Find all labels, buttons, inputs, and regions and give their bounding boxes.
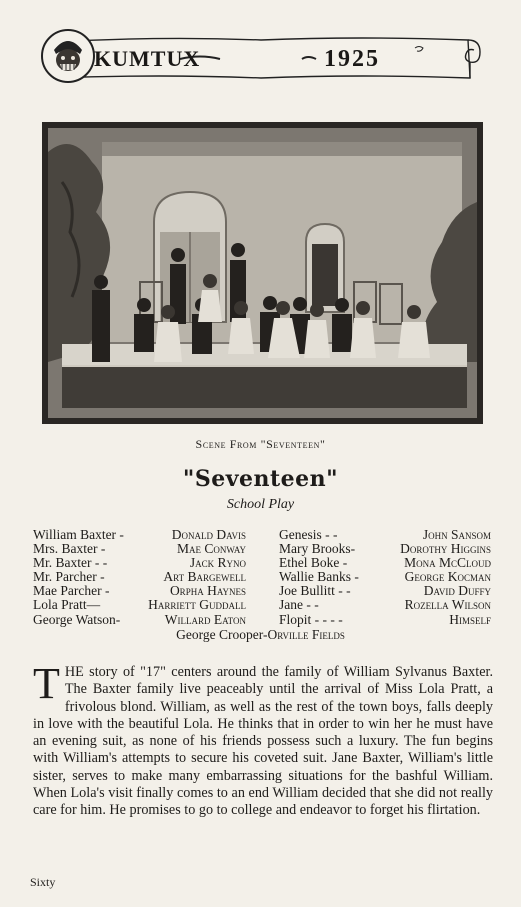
header-banner: [40, 28, 482, 88]
cast-entry-centered: [0, 627, 521, 643]
actor-name: Willard Eaton: [164, 611, 246, 627]
actor-name: Donald Davis: [171, 527, 246, 542]
emblem-icon: [40, 28, 96, 84]
actor-name: Mona McCloud: [404, 555, 491, 571]
cast-entry: [279, 542, 491, 556]
cast-entry: [279, 528, 491, 542]
role-name: William Baxter -: [33, 527, 124, 542]
cast-entry: [279, 570, 491, 584]
actor-name: Rozella Wilson: [404, 597, 491, 613]
cast-entry: [33, 570, 246, 584]
cast-entry: [33, 613, 246, 627]
actor-name: David Duffy: [423, 583, 491, 599]
role-name: Wallie Banks -: [279, 569, 359, 585]
actor-name: Jack Ryno: [189, 555, 246, 571]
cast-entry: [279, 556, 491, 570]
page-number: Sixty: [30, 875, 56, 889]
role-name: Jane - -: [279, 597, 319, 613]
cast-entry: [33, 584, 246, 598]
role-name: Mrs. Baxter -: [33, 541, 106, 557]
banner-year: 1925: [324, 46, 380, 72]
play-title: "Seventeen": [182, 466, 339, 492]
story-text: HE story of "17" centers around the family of William Sylvanus Baxter. The Baxter family live peaceably until the arrival of Miss Lola Pratt, a frivolous blond. William, as well as the rest of the town boys, falls deeply in love with the beautiful Lola. He thinks that in order to win her he must have an evening suit, as none of his friends possess such a luxury. The fun begins with William's attempts to secure his coveted suit. Jane Baxter, William's little sister, serves to make many embarrassing situations for the bashful William. When Lola's visit finally comes to an end William decided that she did not really care for him. He promises to go to college and endeavor to forget his flirtation.: [33, 664, 493, 819]
cast-entry: [33, 542, 246, 556]
actor-name: John Sansom: [422, 527, 491, 542]
actor-name: Mae Conway: [176, 541, 246, 557]
role-name: Mae Parcher -: [33, 583, 110, 599]
role-name: Lola Pratt—: [33, 597, 101, 613]
actor-name: Art Bargewell: [163, 569, 246, 585]
actor-name: Harriett Guddall: [148, 597, 246, 613]
role-name: Mr. Parcher -: [33, 569, 105, 585]
actor-name: George Kocman: [404, 569, 491, 585]
actor-name: Himself: [449, 611, 491, 627]
cast-entry: [279, 584, 491, 598]
stage-scene-photo: [42, 122, 483, 424]
role-name: Mr. Baxter - -: [33, 555, 108, 571]
role-name: Joe Bullitt - -: [279, 583, 351, 599]
role-name: Flopit - - - -: [279, 611, 343, 627]
cast-entry: [33, 598, 246, 612]
cast-list-left: [33, 528, 246, 627]
role-name: Mary Brooks-: [279, 541, 356, 557]
role-name: George Crooper-: [176, 627, 268, 642]
cast-entry: [33, 528, 246, 542]
role-name: Ethel Boke -: [279, 555, 348, 571]
banner-title: KUMTUX: [94, 46, 201, 71]
cast-list-right: [279, 528, 491, 627]
drop-cap: T: [33, 659, 60, 708]
actor-name: Orpha Haynes: [169, 583, 246, 599]
play-subtitle: School Play: [226, 497, 295, 512]
actor-name: Orville Fields: [267, 627, 345, 642]
cast-entry: [279, 598, 491, 612]
role-name: George Watson-: [33, 611, 121, 627]
photo-caption: Scene From "Seventeen": [195, 437, 326, 451]
story-paragraph: [33, 659, 493, 820]
cast-entry: [33, 556, 246, 570]
role-name: Genesis - -: [279, 527, 338, 542]
actor-name: Dorothy Higgins: [400, 541, 491, 557]
cast-entry: [279, 613, 491, 627]
